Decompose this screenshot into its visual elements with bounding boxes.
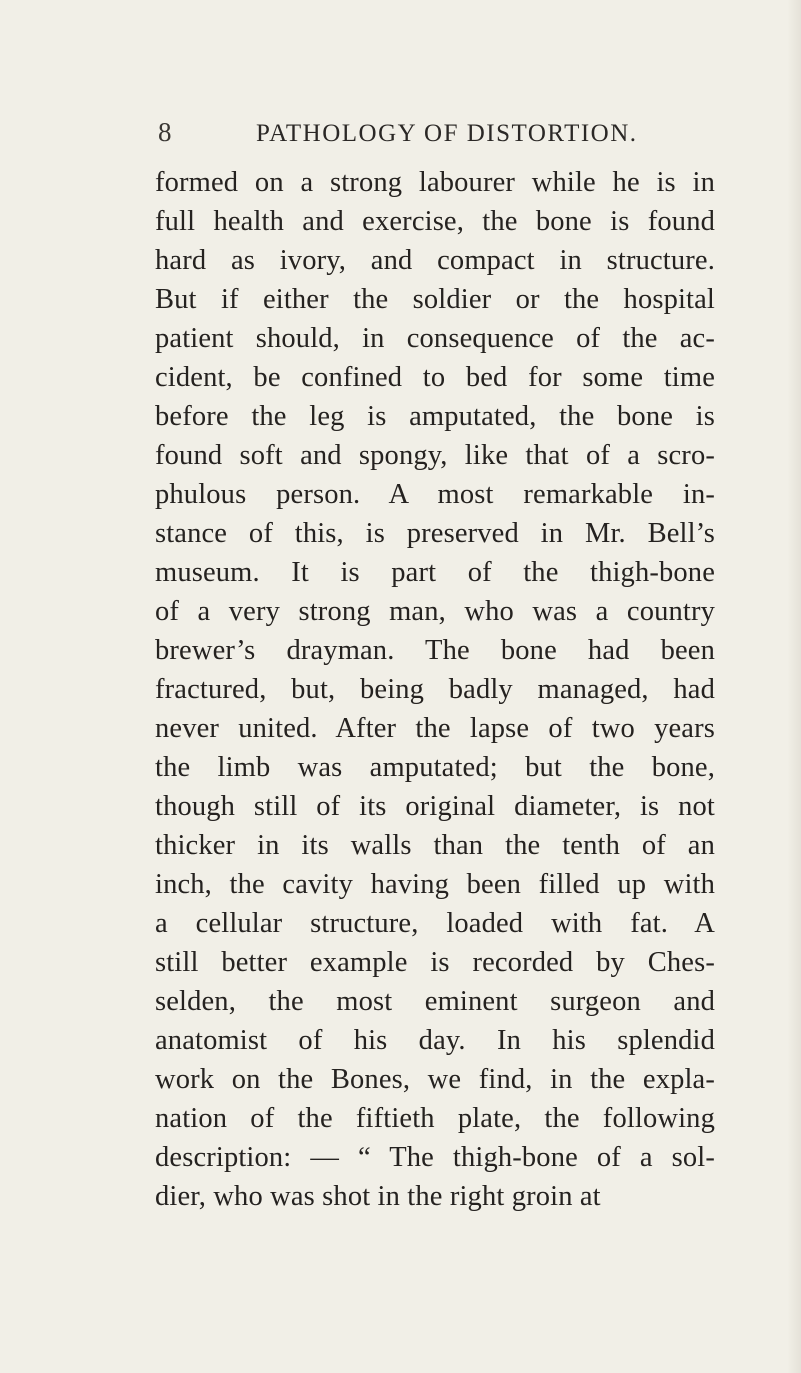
text-line: formed on a strong labourer while he is in	[155, 167, 715, 198]
text-line: selden, the most eminent surgeon and	[155, 986, 715, 1017]
text-line: before the leg is amputated, the bone is	[155, 401, 715, 432]
text-line: never united. After the lapse of two years	[155, 713, 715, 744]
body-text	[155, 163, 715, 1216]
text-line: nation of the fiftieth plate, the following	[155, 1103, 715, 1134]
text-line: But if either the soldier or the hospital	[155, 284, 715, 315]
text-line: hard as ivory, and compact in structure.	[155, 245, 715, 276]
text-line: the limb was amputated; but the bone,	[155, 752, 715, 783]
text-line: inch, the cavity having been filled up with	[155, 869, 715, 900]
text-line: though still of its original diameter, is not	[155, 791, 715, 822]
page-edge-shadow	[787, 0, 801, 1373]
page-number: 8	[158, 117, 172, 147]
text-line: work on the Bones, we find, in the expla-	[155, 1064, 715, 1095]
text-line: brewer’s drayman. The bone had been	[155, 635, 715, 666]
text-line: museum. It is part of the thigh-bone	[155, 557, 715, 588]
text-line: patient should, in consequence of the ac-	[155, 323, 715, 354]
text-line: still better example is recorded by Ches-	[155, 947, 715, 978]
text-line: thicker in its walls than the tenth of an	[155, 830, 715, 861]
text-line: full health and exercise, the bone is found	[155, 206, 715, 237]
text-line: anatomist of his day. In his splendid	[155, 1025, 715, 1056]
text-line: a cellular structure, loaded with fat. A	[155, 908, 715, 939]
text-line: of a very strong man, who was a country	[155, 596, 715, 627]
text-line: phulous person. A most remarkable in-	[155, 479, 715, 510]
text-line: dier, who was shot in the right groin at	[155, 1181, 601, 1212]
text-line: cident, be confined to bed for some time	[155, 362, 715, 393]
text-line: fractured, but, being badly managed, had	[155, 674, 715, 705]
text-line: found soft and spongy, like that of a scro-	[155, 440, 715, 471]
text-line: stance of this, is preserved in Mr. Bell’s	[155, 518, 715, 549]
page-header	[0, 116, 801, 156]
running-head: PATHOLOGY OF DISTORTION.	[256, 120, 638, 147]
text-line: description: — “ The thigh-bone of a sol-	[155, 1142, 715, 1173]
